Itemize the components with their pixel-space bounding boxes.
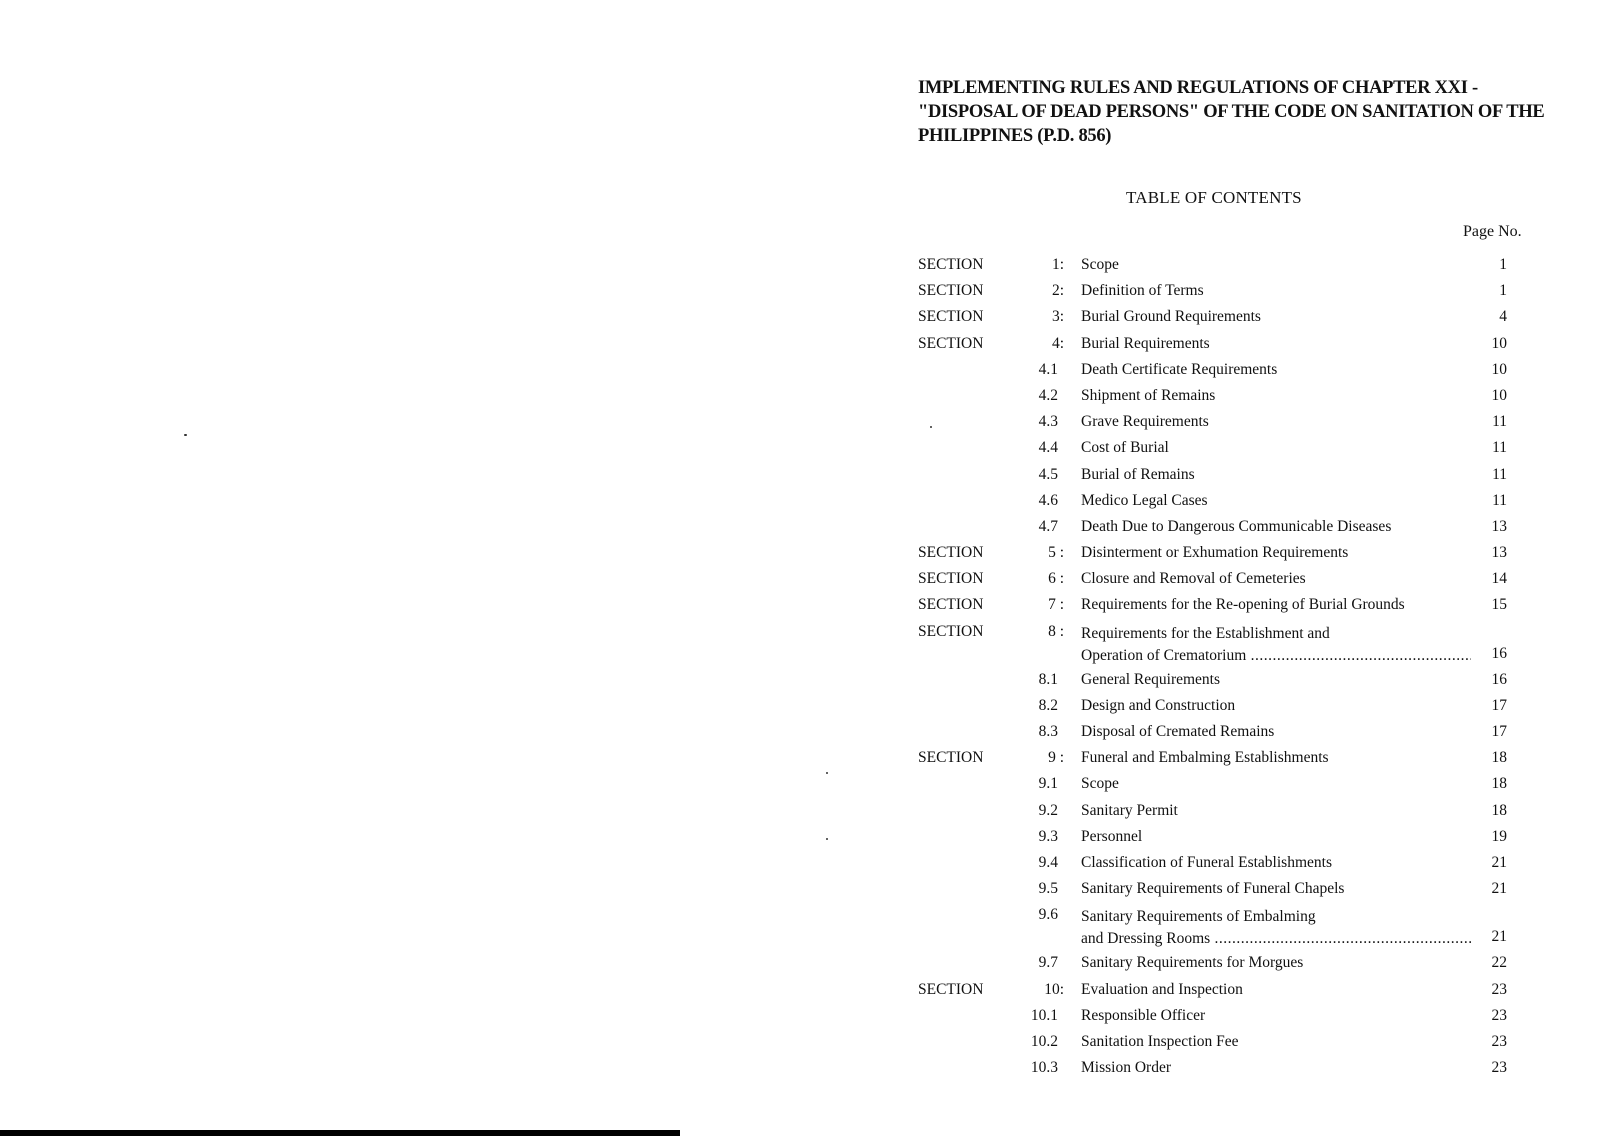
section-number: 9.5 xyxy=(1038,880,1058,898)
entry-title: Requirements for the Establishment and Operation of Crematorium ..... xyxy=(1081,623,1471,667)
scan-speck xyxy=(930,426,932,428)
table-of-contents xyxy=(918,256,1538,1085)
section-number: 10: xyxy=(1044,980,1064,998)
entry-title: Responsible Officer xyxy=(1081,1006,1206,1024)
entry-title: Sanitary Requirements for Morgues xyxy=(1081,954,1304,972)
toc-entry xyxy=(918,880,1538,906)
section-number: 3: xyxy=(1051,308,1064,326)
section-label: SECTION xyxy=(918,334,984,352)
entry-title: Disposal of Cremated Remains xyxy=(1081,723,1275,740)
toc-entry xyxy=(918,1033,1538,1059)
section-number: 9.6 xyxy=(1038,906,1058,924)
entry-title: Definition of Terms xyxy=(1081,282,1204,300)
page-number: 16 xyxy=(1491,644,1507,662)
page-number: 23 xyxy=(1491,980,1507,998)
section-label: SECTION xyxy=(918,308,984,326)
section-number: 4: xyxy=(1051,334,1064,352)
toc-entry xyxy=(918,623,1538,671)
page-number: 10 xyxy=(1491,360,1507,378)
scan-speck xyxy=(826,772,828,774)
entry-title: Design and Construction xyxy=(1081,696,1236,714)
section-number: 10.2 xyxy=(1030,1032,1058,1050)
section-label: SECTION xyxy=(918,622,984,640)
page-number: 13 xyxy=(1491,544,1507,562)
toc-entry xyxy=(918,439,1538,465)
page-number: 21 xyxy=(1491,880,1507,898)
section-number: 8.3 xyxy=(1038,723,1058,740)
toc-heading: TABLE OF CONTENTS xyxy=(1126,188,1302,207)
toc-entry xyxy=(918,671,1538,697)
section-number: 4.5 xyxy=(1038,465,1058,483)
section-label: SECTION xyxy=(918,749,984,767)
toc-entry xyxy=(918,518,1538,544)
section-number: 9.7 xyxy=(1038,954,1058,972)
page-number: 15 xyxy=(1491,596,1507,614)
page-number: 18 xyxy=(1491,775,1507,793)
toc-entry xyxy=(918,954,1538,980)
entry-title: Scope xyxy=(1081,256,1119,273)
page-number: 17 xyxy=(1491,723,1507,740)
toc-entry xyxy=(918,596,1538,622)
section-number: 1: xyxy=(1051,256,1064,273)
section-number: 4.3 xyxy=(1038,413,1058,431)
section-label: SECTION xyxy=(918,282,984,300)
entry-title: Personnel xyxy=(1081,827,1143,845)
page-number: 1 xyxy=(1499,282,1507,300)
page-number: 10 xyxy=(1491,386,1507,404)
section-number: 4.2 xyxy=(1038,386,1058,404)
entry-title: Requirements for the Re-opening of Burial Grounds xyxy=(1081,596,1405,614)
toc-entry xyxy=(918,802,1538,828)
page-number: 19 xyxy=(1491,827,1507,845)
page-number: 4 xyxy=(1499,308,1507,326)
entry-title: Classification of Funeral Establishments xyxy=(1081,853,1332,871)
section-number: 9.4 xyxy=(1038,853,1058,871)
page-number: 21 xyxy=(1491,853,1507,871)
scan-speck xyxy=(826,838,828,840)
section-number: 8.2 xyxy=(1038,696,1058,714)
section-label: SECTION xyxy=(918,544,984,562)
section-number: 9.3 xyxy=(1038,827,1058,845)
section-label: SECTION xyxy=(918,596,984,614)
section-number: 4.7 xyxy=(1038,517,1058,535)
entry-title: Grave Requirements xyxy=(1081,413,1209,431)
page-number: 1 xyxy=(1499,256,1507,273)
toc-entry xyxy=(918,361,1538,387)
scan-edge-bar xyxy=(0,1130,680,1136)
toc-entry xyxy=(918,413,1538,439)
entry-title: Burial of Remains xyxy=(1081,465,1195,483)
entry-title: Disinterment or Exhumation Requirements xyxy=(1081,544,1349,562)
page-number: 11 xyxy=(1492,413,1507,431)
toc-entry xyxy=(918,906,1538,954)
section-number: 9.2 xyxy=(1038,801,1058,819)
page-number: 10 xyxy=(1491,334,1507,352)
entry-title: Burial Ground Requirements xyxy=(1081,308,1261,326)
entry-title: Closure and Removal of Cemeteries xyxy=(1081,570,1306,588)
page-number: 11 xyxy=(1492,465,1507,483)
entry-title: Sanitation Inspection Fee xyxy=(1081,1032,1239,1050)
page-number: 18 xyxy=(1491,749,1507,767)
entry-title: Mission Order xyxy=(1081,1059,1171,1077)
page-number: 23 xyxy=(1491,1059,1507,1077)
page-number: 22 xyxy=(1491,954,1507,972)
page-number: 13 xyxy=(1491,517,1507,535)
page-no-label: Page No. xyxy=(1463,223,1522,240)
toc-entry xyxy=(918,1007,1538,1033)
page-number: 14 xyxy=(1491,570,1507,588)
toc-entry xyxy=(918,775,1538,801)
entry-title: Death Due to Dangerous Communicable Diseases xyxy=(1081,517,1392,535)
toc-entry xyxy=(918,282,1538,308)
section-number: 4.1 xyxy=(1038,360,1058,378)
section-number: 7 : xyxy=(1048,596,1064,614)
entry-title: General Requirements xyxy=(1081,670,1221,688)
section-number: 6 : xyxy=(1048,570,1064,588)
section-number: 4.4 xyxy=(1038,439,1058,457)
page-number: 21 xyxy=(1491,928,1507,946)
section-number: 8 : xyxy=(1048,622,1064,640)
entry-title: Burial Requirements xyxy=(1081,334,1210,352)
section-number: 5 : xyxy=(1048,544,1064,562)
toc-entry xyxy=(918,256,1538,282)
entry-title: Sanitary Requirements of Funeral Chapels xyxy=(1081,880,1345,898)
page-number: 11 xyxy=(1492,491,1507,509)
toc-entry xyxy=(918,335,1538,361)
section-number: 8.1 xyxy=(1038,670,1058,688)
page-number: 23 xyxy=(1491,1006,1507,1024)
toc-entry xyxy=(918,387,1538,413)
toc-entry xyxy=(918,749,1538,775)
page-number: 23 xyxy=(1491,1032,1507,1050)
scan-speck xyxy=(184,434,187,436)
section-number: 2: xyxy=(1051,282,1064,300)
toc-entry xyxy=(918,1059,1538,1085)
entry-title: Sanitary Requirements of Embalming and Dressing Rooms ..... xyxy=(1081,906,1471,950)
entry-title: Scope xyxy=(1081,775,1119,793)
entry-title: Funeral and Embalming Establishments xyxy=(1081,749,1329,767)
section-label: SECTION xyxy=(918,256,984,273)
toc-entry xyxy=(918,828,1538,854)
section-label: SECTION xyxy=(918,980,984,998)
toc-entry xyxy=(918,570,1538,596)
entry-title: Medico Legal Cases xyxy=(1081,491,1208,509)
toc-entry xyxy=(918,723,1538,749)
toc-entry xyxy=(918,854,1538,880)
section-number: 9.1 xyxy=(1038,775,1058,793)
page-number: 16 xyxy=(1491,670,1507,688)
entry-title: Sanitary Permit xyxy=(1081,801,1178,819)
toc-entry xyxy=(918,308,1538,334)
section-number: 9 : xyxy=(1048,749,1064,767)
section-number: 10.3 xyxy=(1030,1059,1058,1077)
entry-title: Shipment of Remains xyxy=(1081,386,1216,404)
entry-title: Death Certificate Requirements xyxy=(1081,360,1278,378)
page-number: 18 xyxy=(1491,801,1507,819)
section-number: 4.6 xyxy=(1038,491,1058,509)
page-number: 11 xyxy=(1492,439,1507,457)
toc-entry xyxy=(918,466,1538,492)
toc-entry xyxy=(918,492,1538,518)
page-number: 17 xyxy=(1491,696,1507,714)
toc-entry xyxy=(918,544,1538,570)
document-title: IMPLEMENTING RULES AND REGULATIONS OF CHAPTER XXI - "DISPOSAL OF DEAD PERSONS" OF THE CODE ON SANITATION OF THE PHILIPPINES (P.D. 856) xyxy=(918,78,1545,146)
section-label: SECTION xyxy=(918,570,984,588)
entry-title: Cost of Burial xyxy=(1081,439,1169,457)
toc-entry xyxy=(918,697,1538,723)
entry-title: Evaluation and Inspection xyxy=(1081,980,1243,998)
section-number: 10.1 xyxy=(1030,1006,1058,1024)
toc-entry xyxy=(918,981,1538,1007)
